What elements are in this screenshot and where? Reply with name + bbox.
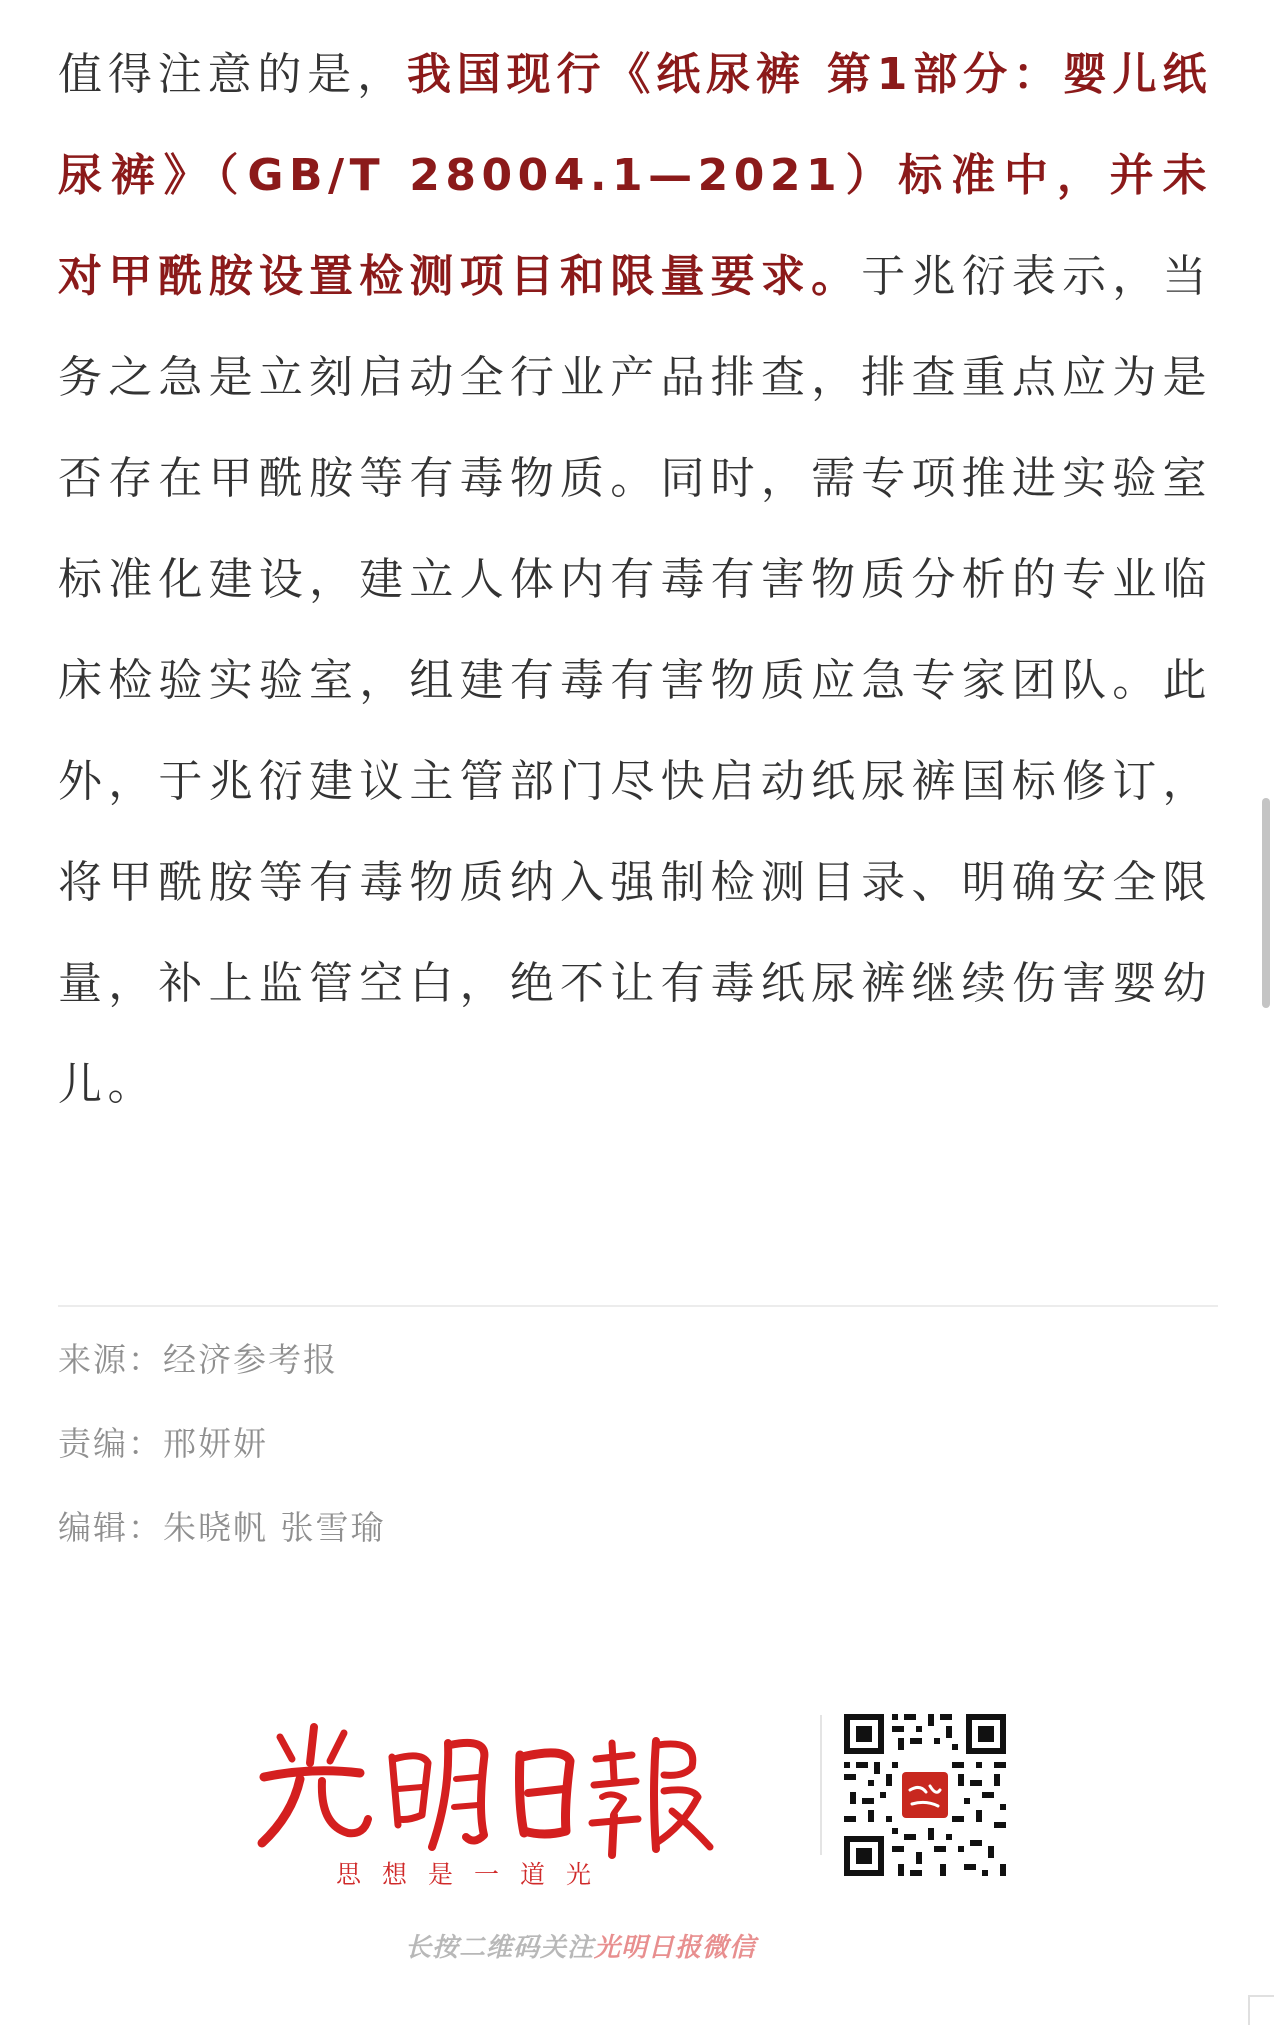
article-credits: [58, 1318, 958, 1570]
promo-separator: [820, 1715, 822, 1855]
qr-code[interactable]: [840, 1710, 1010, 1880]
credit-source: [58, 1318, 958, 1402]
article-content: [58, 24, 1212, 1135]
credit-compiler-value: 朱晓帆 张雪瑜: [163, 1508, 386, 1547]
scan-brand: 光明日报微信: [594, 1933, 757, 1963]
follow-promo-banner[interactable]: [140, 1555, 1140, 1995]
corner-mark: [1248, 1995, 1274, 2025]
credit-editor-label: 责编：: [58, 1424, 163, 1463]
credit-source-label: 来源：: [58, 1340, 163, 1379]
credit-editor: [58, 1402, 958, 1486]
guangming-daily-logo: [252, 1715, 722, 1865]
highlighted-standard-note: 我国现行《纸尿裤 第1部分：婴儿纸尿裤》（GB/T 28004.1—2021）标准中，并未对甲酰胺设置检测项目和限量要求。: [58, 49, 1212, 302]
paragraph-body: 于兆衍表示，当务之急是立刻启动全行业产品排查，排查重点应为是否存在甲酰胺等有毒物质。同时，需专项推进实验室标准化建设，建立人体内有毒有害物质分析的专业临床检验实验室，组建有毒有害物质应急专家团队。此外，于兆衍建议主管部门尽快启动纸尿裤国标修订，将甲酰胺等有毒物质纳入强制检测目录、明确安全限量，补上监管空白，绝不让有毒纸尿裤继续伤害婴幼儿。: [58, 251, 1213, 1110]
credit-editor-value: 邢妍妍: [163, 1424, 268, 1463]
credit-source-value: 经济参考报: [163, 1340, 338, 1379]
section-divider: [58, 1305, 1218, 1307]
article-paragraph: [58, 24, 1212, 1135]
paragraph-intro: 值得注意的是，: [58, 49, 407, 100]
scan-to-follow-caption: [405, 1927, 756, 1964]
scan-prefix: 长按二维码关注: [405, 1933, 595, 1963]
brand-slogan: 思想是一道光: [336, 1860, 613, 1889]
vertical-scrollbar[interactable]: [1262, 798, 1270, 1008]
credit-compiler-label: 编辑：: [58, 1508, 163, 1547]
